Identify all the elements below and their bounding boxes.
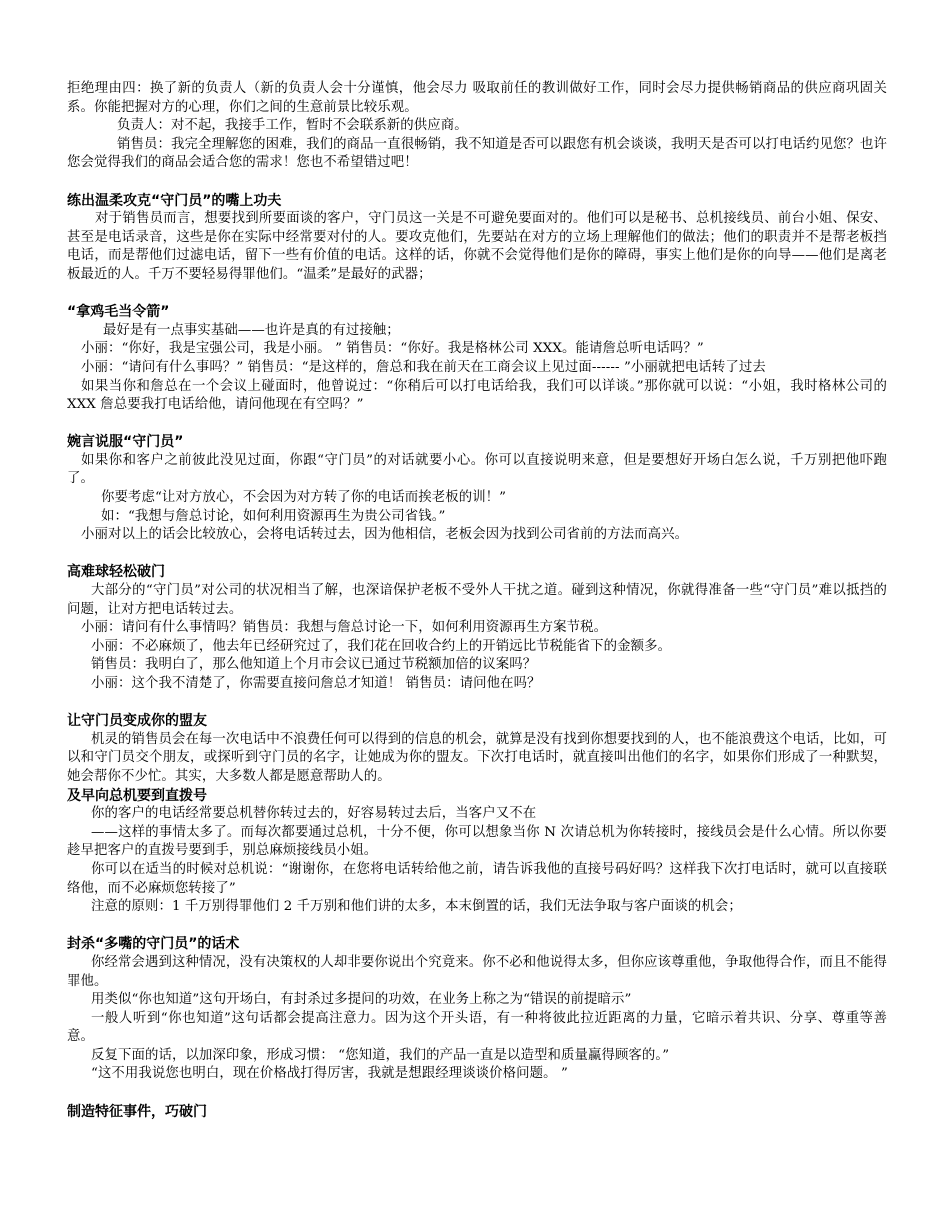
paragraph: 如果你和客户之前彼此没见过面，你跟“守门员”的对话就要小心。你可以直接说明来意，但是要想好开场白怎么说，千万别把他吓跑了。 xyxy=(67,452,887,487)
document-page xyxy=(67,80,887,1121)
paragraph-gap xyxy=(67,173,887,192)
section-heading: 让守门员变成你的盟友 xyxy=(67,713,207,730)
paragraph: 如果当你和詹总在一个会议上碰面时，他曾说过：“你稍后可以打电话给我，我们可以详谈。”那你就可以说：“小姐，我时格林公司的 XXX 詹总要我打电话给他，请问他现在有空吗？” xyxy=(67,378,887,413)
paragraph: 销售员：我完全理解您的困难，我们的商品一直很畅销，我不知道是否可以跟您有机会谈谈，我明天是否可以打电话约见您？也许您会觉得我们的商品会适合您的需求！您也不希望错过吧！ xyxy=(67,136,887,171)
paragraph: 销售员：我明白了，那么他知道上个月市会议已通过节税额加倍的议案吗？ xyxy=(91,657,537,673)
paragraph: 最好是有一点事实基础——也许是真的有过接触； xyxy=(103,322,400,338)
paragraph: 一般人听到“你也知道”这句话都会提高注意力。因为这个开头语，有一种将彼此拉近距离的力量，它暗示着共识、分享、尊重等善意。 xyxy=(67,1010,887,1045)
paragraph-gap xyxy=(67,415,887,434)
paragraph: 小丽：“请问有什么事吗？” 销售员：“是这样的，詹总和我在前天在工商会议上见过面------ ”小丽就把电话转了过去 xyxy=(81,359,766,375)
paragraph: 大部分的“守门员”对公司的状况相当了解，也深谙保护老板不受外人干扰之道。碰到这种情况，你就得准备一些“守门员”难以抵挡的问题，让对方把电话转过去。 xyxy=(67,583,887,617)
paragraph-gap xyxy=(67,694,887,713)
paragraph: 对于销售员而言，想要找到所要面谈的客户，守门员这一关是不可避免要面对的。他们可以是秘书、总机接线员、前台小姐、保安、甚至是电话录音，这些是你在实际中经常要对付的人。要攻克他们，先要站在对方的立场上理解他们的做法；他们的职责并不是帮老板挡电话，而是帮他们过滤电话，留下一些有价值的电话。这样的话，你就不会觉得他们是你的障碍，事实上他们是你的向导——他们是离老板最近的人。千万不要轻易得罪他们。“温柔”是最好的武器； xyxy=(67,211,887,282)
paragraph: ——这样的事情太多了。而每次都要通过总机，十分不便，你可以想象当你 N 次请总机为你转接时，接线员会是什么心情。所以你要趁早把客户的直拨号要到手，别总麻烦接线员小姐。 xyxy=(67,824,887,859)
paragraph: 负责人：对不起，我接手工作，暂时不会联系新的供应商。 xyxy=(117,118,468,134)
paragraph: 如：“我想与詹总讨论，如何利用资源再生为贵公司省钱。” xyxy=(101,508,446,524)
section-heading: 高难球轻松破门 xyxy=(67,564,165,581)
paragraph: 小丽对以上的话会比较放心，会将电话转过去，因为他相信，老板会因为找到公司省前的方法而高兴。 xyxy=(81,527,689,543)
paragraph: “这不用我说您也明白，现在价格战打得厉害，我就是想跟经理谈谈价格问题。 ” xyxy=(91,1066,568,1082)
paragraph: 小丽：“你好，我是宝强公司，我是小丽。 ” 销售员：“你好。我是格林公司 XXX。能请詹总听电话吗？” xyxy=(81,341,704,357)
paragraph: 小丽：请问有什么事情吗？销售员：我想与詹总讨论一下，如何利用资源再生方案节税。 xyxy=(81,620,608,636)
paragraph-gap xyxy=(67,285,887,304)
paragraph: 用类似“你也知道”这句开场白，有封杀过多提问的功效，在业务上称之为“错误的前提暗示” xyxy=(91,992,632,1008)
section-heading: 及早向总机要到直拨号 xyxy=(67,787,207,804)
paragraph: 小丽：不必麻烦了，他去年已经研究过了，我们花在回收合约上的开销远比节税能省下的金额多。 xyxy=(91,638,672,654)
paragraph: 注意的原则：1 千万别得罪他们 2 千万别和他们讲的太多，本末倒置的话，我们无法争取与客户面谈的机会； xyxy=(91,899,742,915)
paragraph: 反复下面的话，以加深印象，形成习惯： “您知道，我们的产品一直是以造型和质量赢得顾客的。” xyxy=(91,1047,670,1063)
section-heading: 婉言说服“守门员” xyxy=(67,434,184,451)
paragraph: 你的客户的电话经常要总机替你转过去的，好容易转过去后，当客户又不在 xyxy=(91,806,537,822)
paragraph: 你可以在适当的时候对总机说：“谢谢你，在您将电话转给他之前，请告诉我他的直接号码好吗？这样我下次打电话时，就可以直接联络他，而不必麻烦您转接了” xyxy=(67,861,887,896)
section-heading: 制造特征事件，巧破门 xyxy=(67,1103,207,1120)
section-heading: 练出温柔攻克“守门员”的嘴上功夫 xyxy=(67,192,282,209)
paragraph-gap xyxy=(67,917,887,936)
paragraph: 你经常会遇到这种情况，没有决策权的人却非要你说出个究竟来。你不必和他说得太多，但你应该尊重他，争取他得合作，而且不能得罪他。 xyxy=(67,954,887,989)
paragraph: 小丽：这个我不清楚了，你需要直接问詹总才知道！ 销售员：请问他在吗？ xyxy=(91,676,541,691)
paragraph-gap xyxy=(67,545,887,564)
paragraph-gap xyxy=(67,1084,887,1103)
paragraph: 你要考虑“让对方放心，不会因为对方转了你的电话而挨老板的训！” xyxy=(101,490,507,506)
section-heading: “拿鸡毛当令箭” xyxy=(67,304,170,321)
paragraph: 拒绝理由四：换了新的负责人（新的负责人会十分谨慎，他会尽力 吸取前任的教训做好工作，同时会尽力提供畅销商品的供应商巩固关系。你能把握对方的心理，你们之间的生意前景比较乐观。 xyxy=(67,81,887,115)
section-heading: 封杀“多嘴的守门员”的话术 xyxy=(67,936,240,953)
paragraph: 机灵的销售员会在每一次电话中不浪费任何可以得到的信息的机会，就算是没有找到你想要找到的人，也不能浪费这个电话，比如，可以和守门员交个朋友，或探听到守门员的名字，让她成为你的盟友。下次打电话时，就直接叫出他们的名字，如果你们形成了一种默契，她会帮你不少忙。其实，大多数人都是愿意帮助人的。 xyxy=(67,731,887,784)
